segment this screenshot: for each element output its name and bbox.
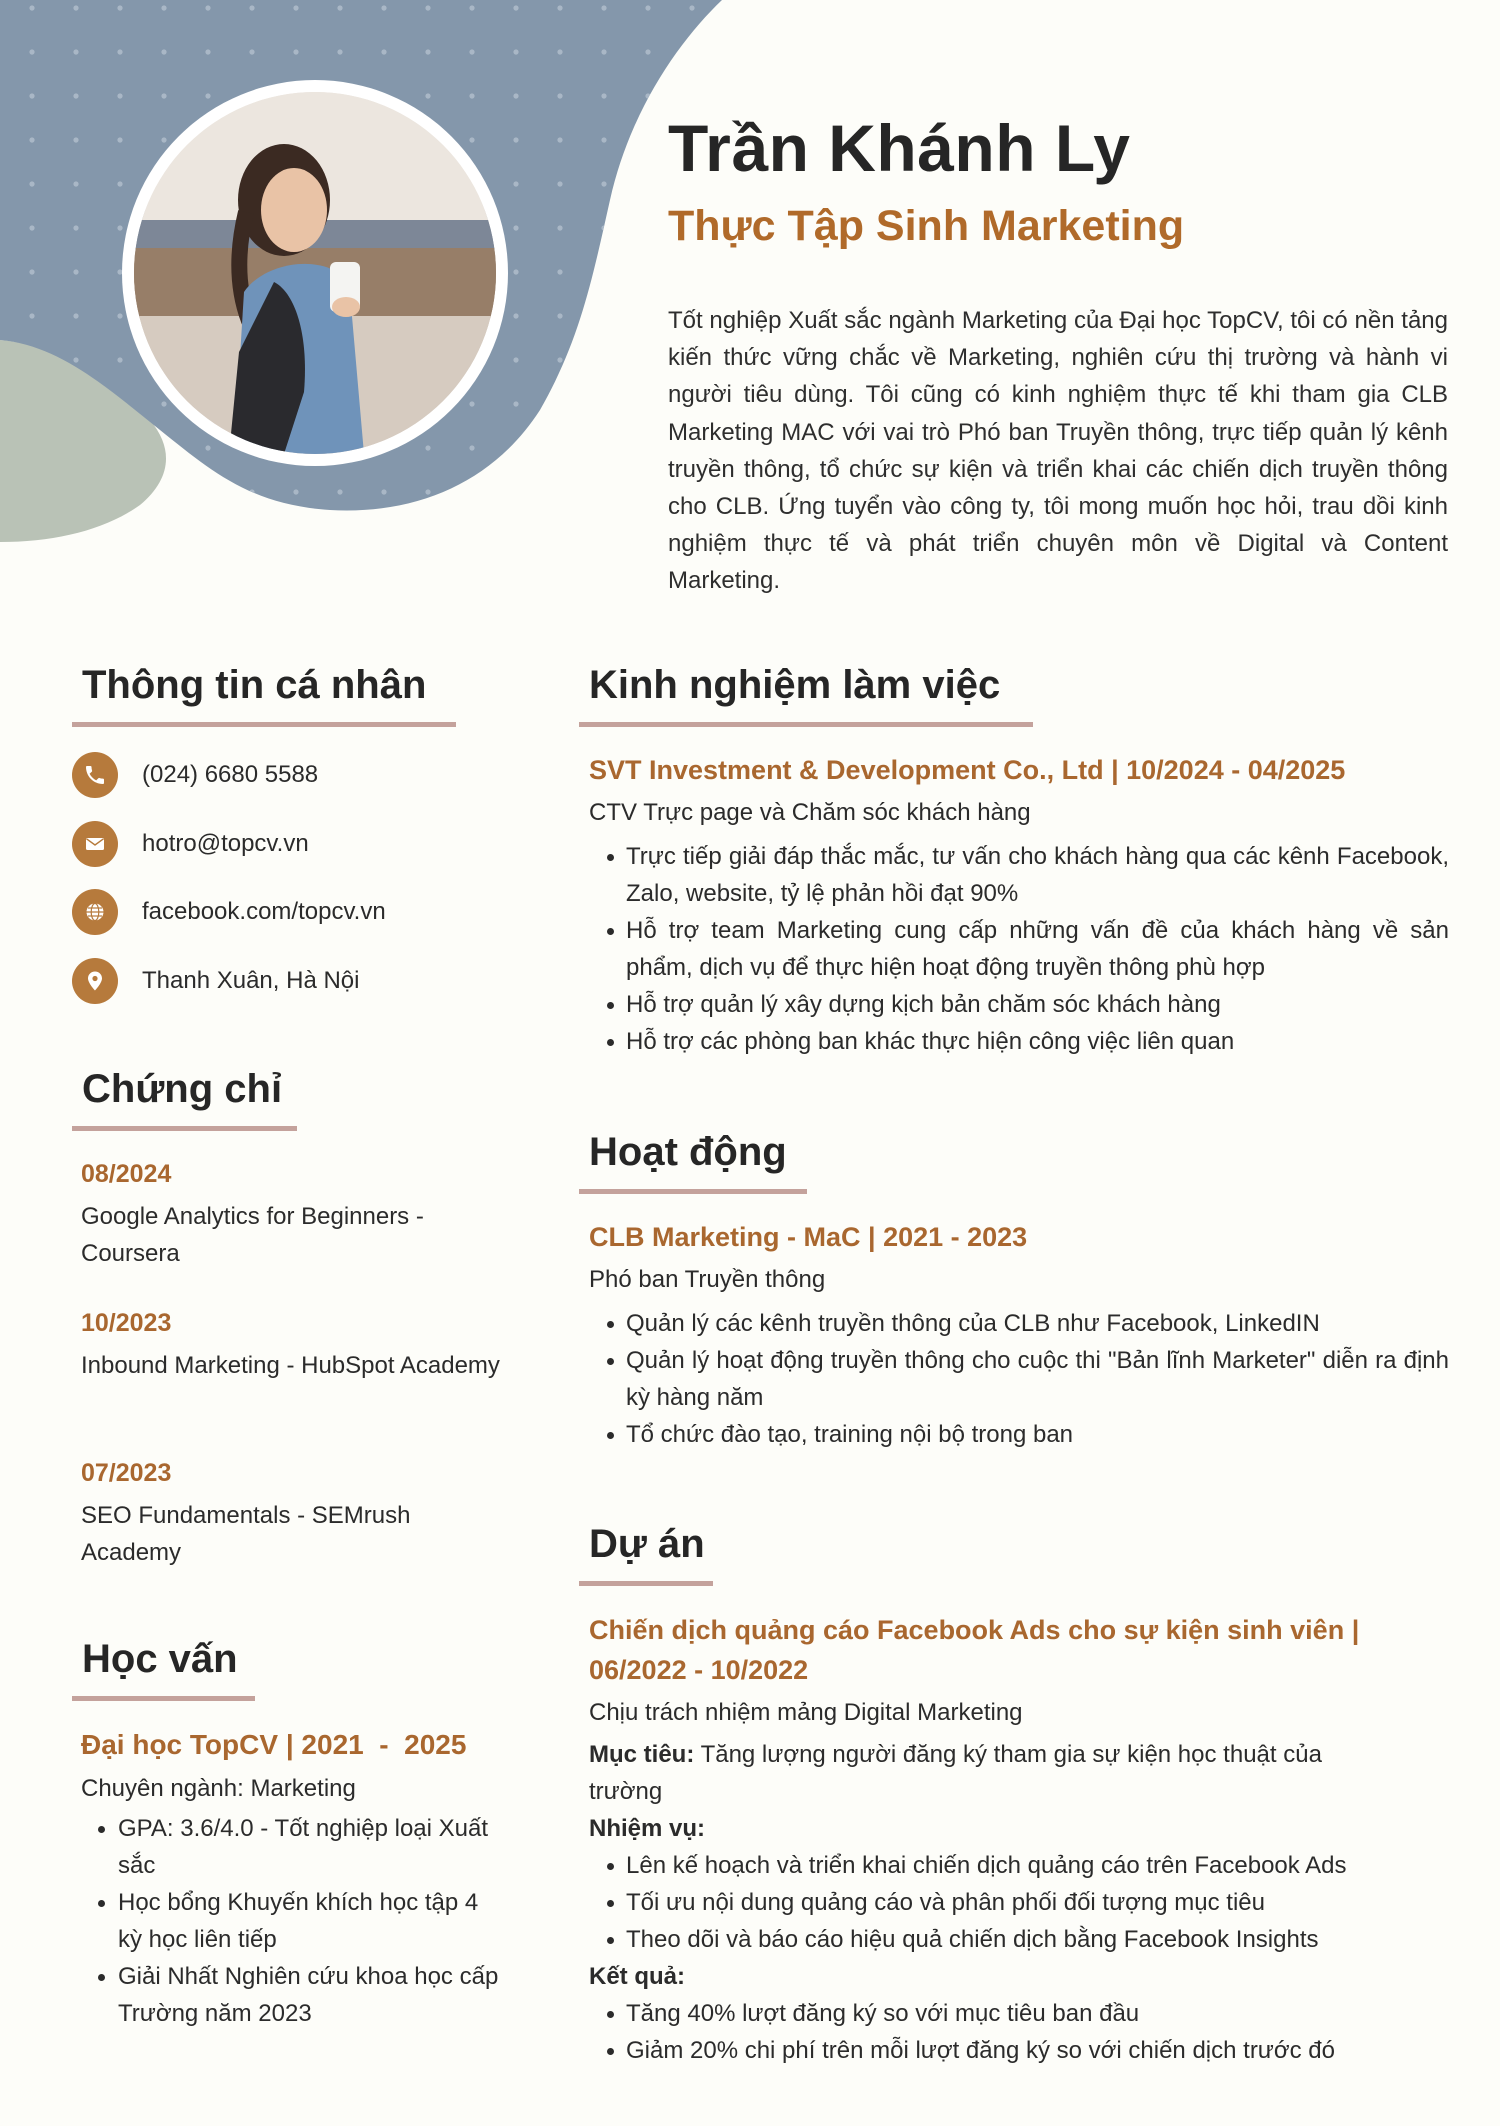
project-results-label [589,1958,1379,1995]
cv-header [668,108,1448,254]
list-item: Tối ưu nội dung quảng cáo và phân phối đối tượng mục tiêu [589,1884,1449,1921]
certificate-item [81,1307,501,1384]
certificate-name: Inbound Marketing - HubSpot Academy [81,1352,500,1379]
list-item: Tổ chức đào tạo, training nội bộ trong ban [589,1416,1449,1453]
certificate-date: 07/2023 [81,1459,172,1487]
list-item: Hỗ trợ team Marketing cung cấp những vấn đề của khách hàng về sản phẩm, dịch vụ để thực hiện hoạt động truyền thông phù hợp [589,912,1449,986]
section-title-education: Học vấn [82,1637,238,1681]
email-icon [72,821,118,867]
contact-address [72,958,359,1004]
results-label: Kết quả: [589,1963,685,1990]
project-results [589,1995,1449,2069]
education-achievements [81,1810,501,2032]
education-section [72,1634,492,1701]
activity-duties [589,1305,1449,1453]
section-divider [72,722,456,727]
activity-entry [589,1217,1449,1453]
project-goal-text: Tăng lượng người đăng ký tham gia sự kiện học thuật của trường [589,1741,1322,1805]
profile-photo-frame [122,80,508,466]
tasks-label: Nhiệm vụ: [589,1815,706,1842]
project-tasks-label [589,1810,1379,1847]
list-item: Trực tiếp giải đáp thắc mắc, tư vấn cho khách hàng qua các kênh Facebook, Zalo, website, tỷ lệ phản hồi đạt 90% [589,838,1449,912]
experience-duties [589,838,1449,1060]
certificate-item [81,1457,501,1571]
project-goal-label: Mục tiêu: [589,1741,695,1768]
project-role: Chịu trách nhiệm mảng Digital Marketing [589,1699,1023,1726]
education-entry [81,1726,501,2032]
list-item: Giảm 20% chi phí trên mỗi lượt đăng ký so với chiến dịch trước đó [589,2032,1449,2069]
activities-section [579,1127,1449,1194]
globe-icon [72,889,118,935]
project-name-period: Chiến dịch quảng cáo Facebook Ads cho sự kiện sinh viên | 06/2022 - 10/2022 [589,1615,1360,1685]
section-divider [579,1581,713,1586]
section-title-activities: Hoạt động [589,1130,787,1174]
list-item: GPA: 3.6/4.0 - Tốt nghiệp loại Xuất sắc [81,1810,501,1884]
projects-section [579,1519,1449,1586]
section-title-certificates: Chứng chỉ [82,1067,283,1111]
experience-section [579,660,1449,727]
contact-website-value: facebook.com/topcv.vn [142,898,386,925]
career-summary: Tốt nghiệp Xuất sắc ngành Marketing của Đại học TopCV, tôi có nền tảng kiến thức vững chắc về Marketing, nghiên cứu thị trường và hành vi người tiêu dùng. Tôi cũng có kinh nghiệm thực tế khi tham gia CLB Marketing MAC với vai trò Phó ban Truyền thông, trực tiếp quản lý kênh truyền thông, tổ chức sự kiện và triển khai các chiến dịch truyền thông cho CLB. Ứng tuyển vào công ty, tôi mong muốn học hỏi, trau dồi kinh nghiệm thực tế và phát triển chuyên môn về Digital và Content Marketing. [668,307,1448,595]
certificate-name: SEO Fundamentals - SEMrush Academy [81,1502,411,1566]
certificates-section [72,1064,492,1131]
project-goal [589,1736,1379,1810]
phone-icon [72,752,118,798]
profile-photo [134,92,496,454]
education-school-line: Đại học TopCV | 2021 - 2025 [81,1729,467,1760]
contact-email-value: hotro@topcv.vn [142,830,309,857]
contact-address-value: Thanh Xuân, Hà Nội [142,967,360,994]
experience-company-period: SVT Investment & Development Co., Ltd | 10/2024 - 04/2025 [589,755,1346,785]
person-illustration [134,92,496,454]
certificate-date: 10/2023 [81,1309,172,1337]
certificate-date: 08/2024 [81,1160,172,1188]
activity-position: Phó ban Truyền thông [589,1266,826,1293]
contact-website [72,889,386,935]
candidate-name: Trần Khánh Ly [668,111,1131,185]
project-entry [589,1610,1379,2069]
project-tasks [589,1847,1449,1958]
section-title-projects: Dự án [589,1522,705,1566]
contact-phone [72,752,318,798]
contact-email [72,821,309,867]
list-item: Hỗ trợ quản lý xây dựng kịch bản chăm sóc khách hàng [589,986,1449,1023]
experience-entry [589,750,1449,1060]
section-divider [72,1696,255,1701]
section-title-personal-info: Thông tin cá nhân [82,663,427,707]
personal-info-section [72,660,492,727]
candidate-role: Thực Tập Sinh Marketing [668,202,1185,250]
list-item: Theo dõi và báo cáo hiệu quả chiến dịch bằng Facebook Insights [589,1921,1449,1958]
section-divider [72,1126,297,1131]
education-major: Chuyên ngành: Marketing [81,1775,356,1802]
list-item: Giải Nhất Nghiên cứu khoa học cấp Trường năm 2023 [81,1958,501,2032]
contact-phone-value: (024) 6680 5588 [142,761,319,788]
list-item: Quản lý các kênh truyền thông của CLB như Facebook, LinkedIN [589,1305,1449,1342]
section-divider [579,1189,807,1194]
list-item: Tăng 40% lượt đăng ký so với mục tiêu ban đầu [589,1995,1449,2032]
list-item: Học bổng Khuyến khích học tập 4 kỳ học liên tiếp [81,1884,501,1958]
list-item: Quản lý hoạt động truyền thông cho cuộc thi "Bản lĩnh Marketer" diễn ra định kỳ hàng năm [589,1342,1449,1416]
certificate-item [81,1158,501,1272]
list-item: Hỗ trợ các phòng ban khác thực hiện công việc liên quan [589,1023,1449,1060]
location-pin-icon [72,958,118,1004]
activity-org-period: CLB Marketing - MaC | 2021 - 2023 [589,1222,1028,1252]
section-divider [579,722,1033,727]
certificate-name: Google Analytics for Beginners - Coursera [81,1203,424,1267]
section-title-experience: Kinh nghiệm làm việc [589,663,1001,707]
list-item: Lên kế hoạch và triển khai chiến dịch quảng cáo trên Facebook Ads [589,1847,1449,1884]
experience-position: CTV Trực page và Chăm sóc khách hàng [589,799,1031,826]
